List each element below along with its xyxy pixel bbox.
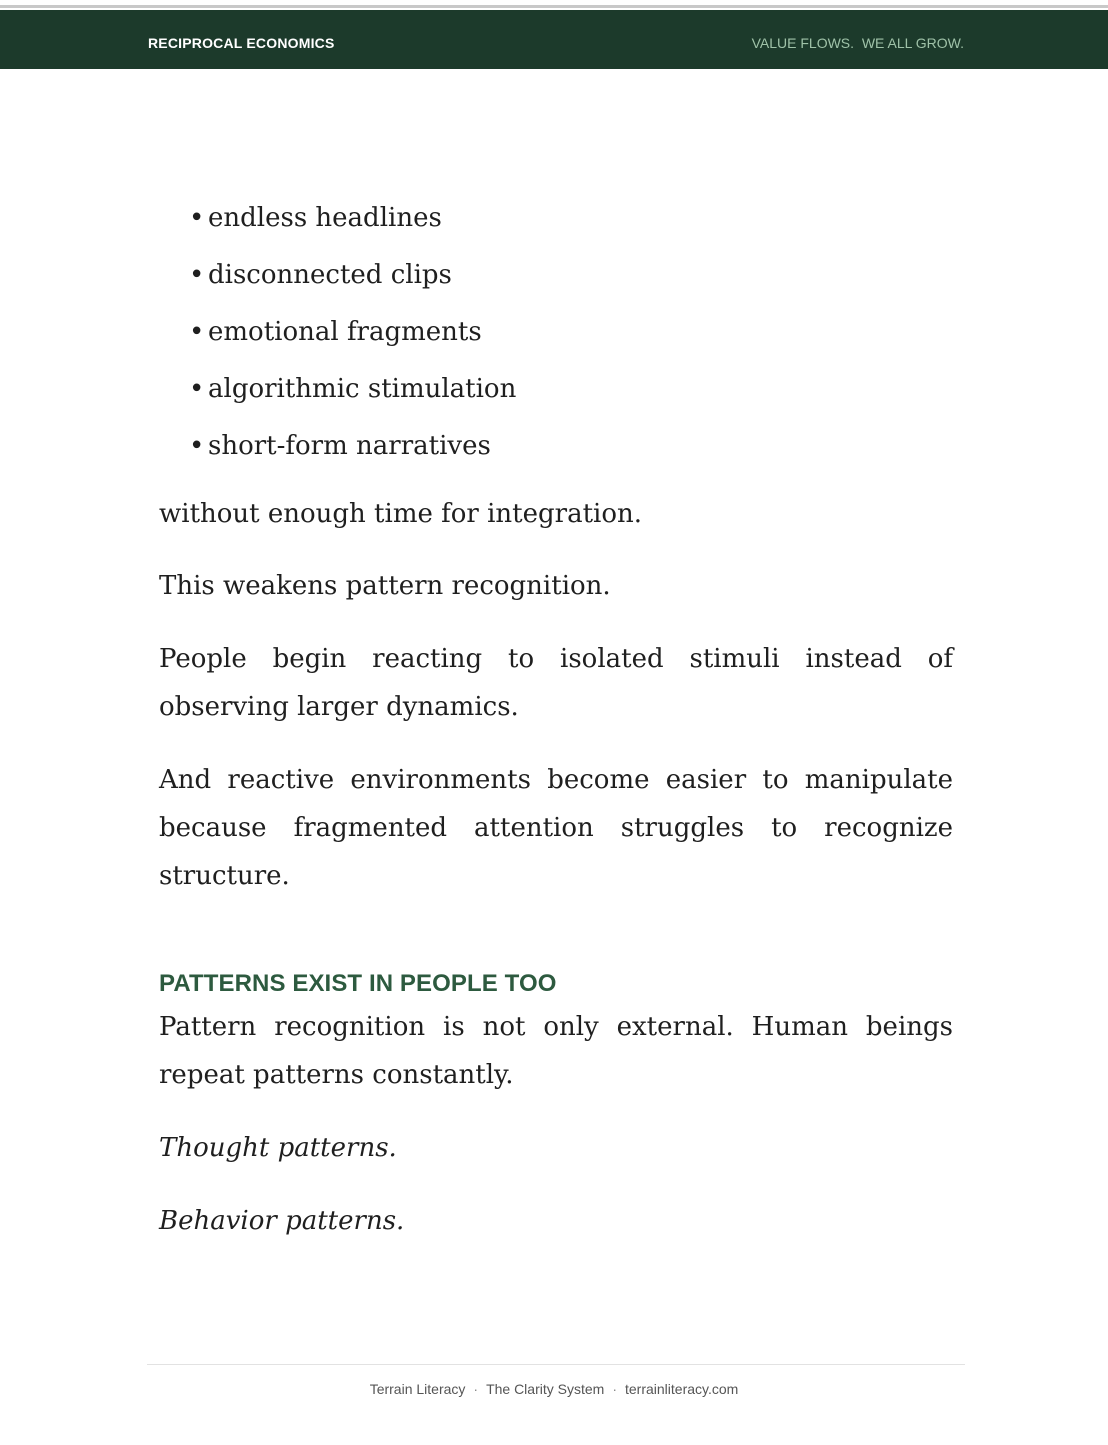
paragraph: without enough time for integration. (159, 499, 642, 529)
bullet-icon: • (189, 203, 205, 233)
italic-paragraph: Thought patterns. (159, 1133, 397, 1163)
bullet-icon: • (189, 431, 205, 461)
footer-separator: · (612, 1381, 617, 1397)
paragraph: And reactive environments become easier to manipulate because fragmented attention struggles to recognize structure. (159, 765, 953, 891)
footer-link-website[interactable]: terrainliteracy.com (624, 1381, 739, 1397)
bullet-icon: • (189, 260, 205, 290)
footer-link-terrain-literacy[interactable]: Terrain Literacy (369, 1381, 466, 1397)
top-rule (0, 0, 1108, 8)
paragraph: Pattern recognition is not only external. Human beings repeat patterns constantly. (159, 1012, 953, 1090)
footer-link-clarity-system[interactable]: The Clarity System (486, 1381, 605, 1397)
list-item: • disconnected clips (189, 247, 953, 304)
article-content (159, 190, 953, 1245)
italic-paragraph: Behavior patterns. (159, 1206, 405, 1236)
paragraph: People begin reacting to isolated stimuli instead of observing larger dynamics. (159, 644, 953, 722)
site-brand[interactable]: RECIPROCAL ECONOMICS (148, 35, 335, 51)
site-tagline: VALUE FLOWS. WE ALL GROW. (751, 35, 964, 51)
site-header (0, 10, 1108, 69)
list-item: • algorithmic stimulation (189, 361, 953, 418)
list-item: • endless headlines (189, 190, 953, 247)
footer-separator: · (473, 1381, 479, 1397)
section-heading: PATTERNS EXIST IN PEOPLE TOO (159, 970, 557, 997)
bullet-icon: • (189, 317, 205, 347)
paragraph: This weakens pattern recognition. (159, 571, 611, 601)
site-footer (0, 1376, 1108, 1402)
footer-divider (147, 1364, 965, 1365)
bullet-list (159, 190, 953, 475)
list-item: • short-form narratives (189, 418, 953, 475)
list-item: • emotional fragments (189, 304, 953, 361)
bullet-icon: • (189, 374, 205, 404)
